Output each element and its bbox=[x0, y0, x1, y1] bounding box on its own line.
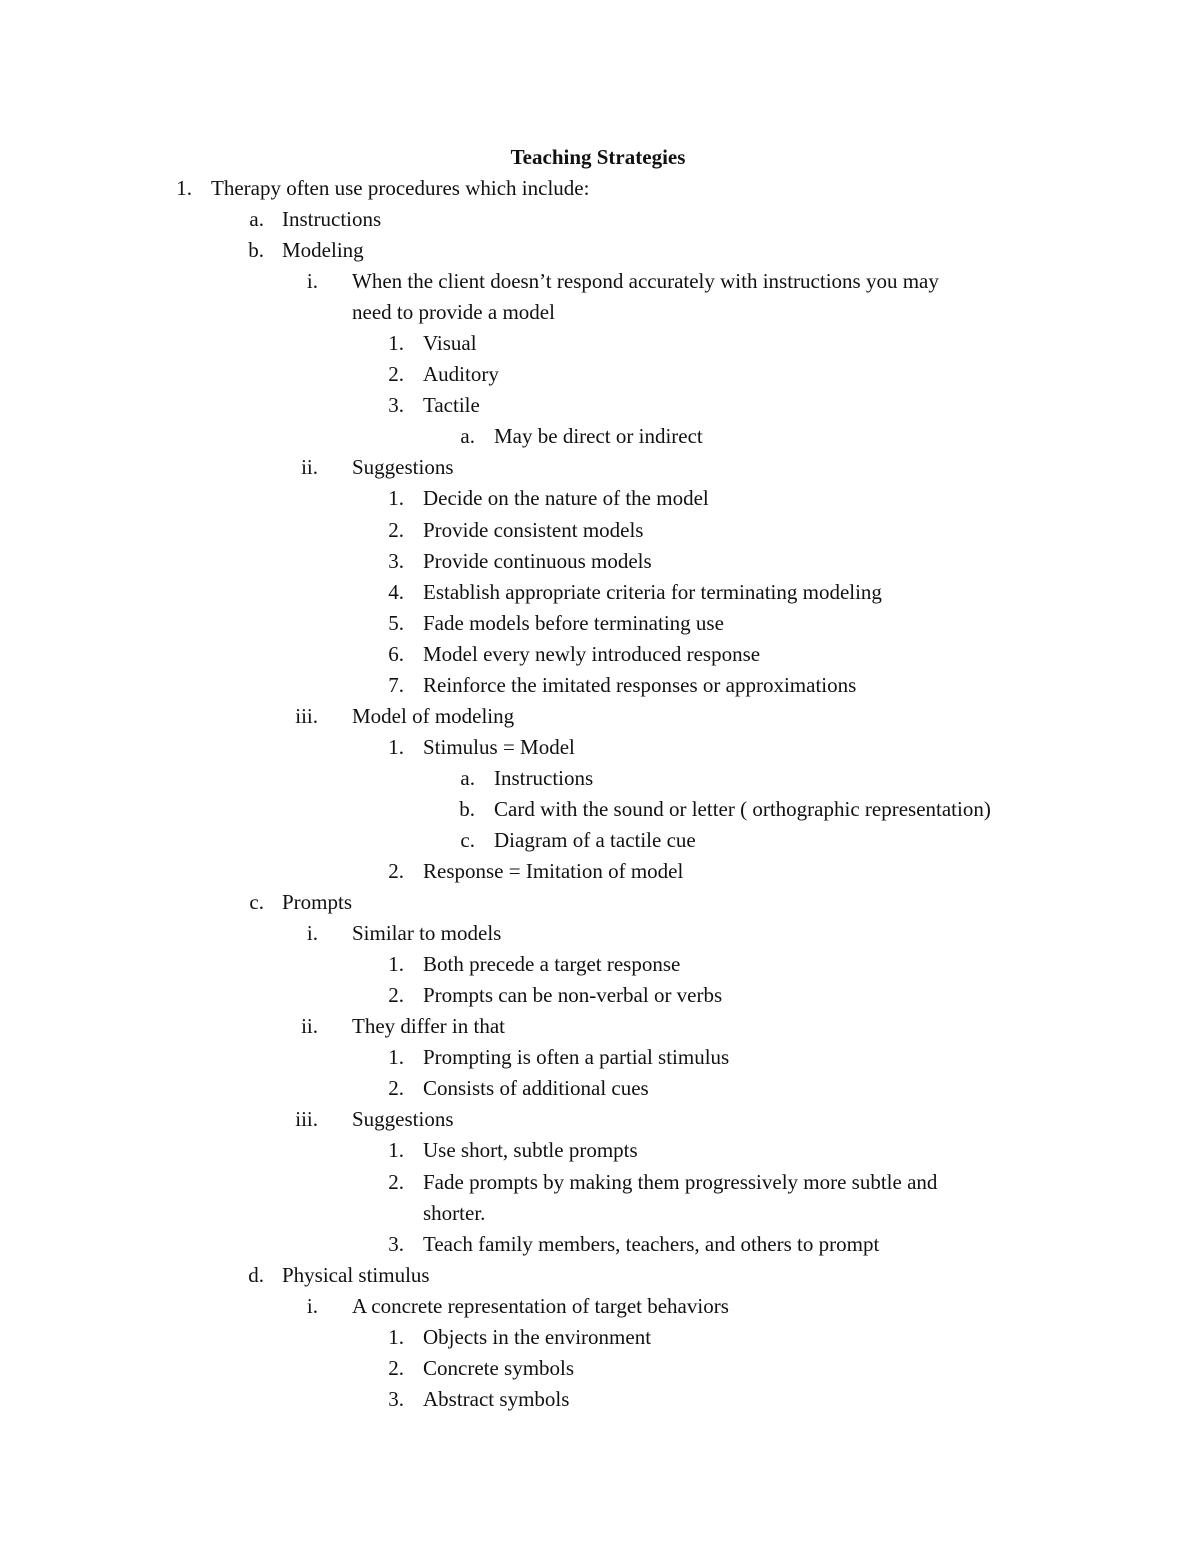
list-item-text: Both precede a target response bbox=[423, 952, 681, 977]
list-item-text: Reinforce the imitated responses or approximations bbox=[423, 672, 857, 697]
list-item-text: Consists of additional cues bbox=[423, 1076, 649, 1101]
list-item bbox=[0, 608, 1200, 639]
list-item bbox=[0, 483, 1200, 514]
list-item-marker: a. bbox=[460, 765, 475, 790]
list-item-text: Tactile bbox=[423, 393, 480, 418]
list-item-marker: 1. bbox=[388, 1138, 404, 1163]
list-item-text: Fade prompts by making them progressively more subtle and bbox=[423, 1169, 938, 1194]
list-item-marker: 1. bbox=[388, 734, 404, 759]
list-item-marker: 3. bbox=[388, 548, 404, 573]
list-item-text: Similar to models bbox=[352, 921, 502, 946]
list-item-marker: iii. bbox=[295, 1107, 318, 1132]
page-title: Teaching Strategies bbox=[510, 145, 686, 169]
list-item bbox=[0, 701, 1200, 732]
list-item-marker: iii. bbox=[295, 703, 318, 728]
list-item bbox=[0, 235, 1200, 266]
list-item bbox=[0, 949, 1200, 980]
list-item-marker: a. bbox=[460, 424, 475, 449]
list-item-text: Establish appropriate criteria for terminating modeling bbox=[423, 579, 882, 604]
list-item-text: Prompting is often a partial stimulus bbox=[423, 1045, 730, 1070]
list-item-text: Suggestions bbox=[352, 1107, 454, 1132]
list-item-text: Teach family members, teachers, and others to prompt bbox=[423, 1231, 880, 1256]
list-item bbox=[0, 1135, 1200, 1166]
list-item-text: Objects in the environment bbox=[423, 1324, 652, 1349]
list-item-text: Modeling bbox=[282, 238, 364, 263]
list-item-text: Fade models before terminating use bbox=[423, 610, 724, 635]
list-item-continuation bbox=[0, 1198, 1200, 1229]
list-item-marker: 2. bbox=[388, 859, 404, 884]
list-item-text: Diagram of a tactile cue bbox=[494, 827, 696, 852]
list-item-text: shorter. bbox=[423, 1200, 486, 1225]
list-item bbox=[0, 390, 1200, 421]
list-item-text: Prompts bbox=[282, 890, 353, 915]
list-item-marker: i. bbox=[306, 1293, 318, 1318]
list-item-text: Model of modeling bbox=[352, 703, 515, 728]
list-item bbox=[0, 1260, 1200, 1291]
list-item bbox=[0, 421, 1200, 452]
list-item bbox=[0, 1353, 1200, 1384]
list-item bbox=[0, 328, 1200, 359]
list-item bbox=[0, 1291, 1200, 1322]
list-item bbox=[0, 856, 1200, 887]
list-item bbox=[0, 515, 1200, 546]
list-item bbox=[0, 204, 1200, 235]
list-item-continuation bbox=[0, 297, 1200, 328]
list-item bbox=[0, 763, 1200, 794]
list-item-marker: 3. bbox=[388, 1231, 404, 1256]
list-item-text: Prompts can be non-verbal or verbs bbox=[423, 983, 723, 1008]
list-item-marker: 2. bbox=[388, 362, 404, 387]
list-item-marker: 2. bbox=[388, 1355, 404, 1380]
list-item bbox=[0, 918, 1200, 949]
list-item bbox=[0, 1229, 1200, 1260]
outline-list bbox=[0, 173, 1200, 1415]
list-item bbox=[0, 1322, 1200, 1353]
list-item bbox=[0, 359, 1200, 390]
list-item-marker: ii. bbox=[301, 455, 318, 480]
list-item-text: Therapy often use procedures which include: bbox=[211, 176, 590, 200]
list-item-text: Visual bbox=[423, 331, 477, 356]
list-item bbox=[0, 452, 1200, 483]
list-item-text: Instructions bbox=[494, 765, 594, 790]
list-item-marker: 1. bbox=[388, 1045, 404, 1070]
list-item-text: Provide consistent models bbox=[423, 517, 644, 542]
list-item-text: Model every newly introduced response bbox=[423, 641, 761, 666]
list-item-text: Suggestions bbox=[352, 455, 454, 480]
list-item bbox=[0, 1384, 1200, 1415]
list-item-marker: 1. bbox=[388, 952, 404, 977]
list-item-text: Provide continuous models bbox=[423, 548, 652, 573]
list-item-marker: b. bbox=[248, 238, 264, 263]
list-item-marker: 1. bbox=[388, 1324, 404, 1349]
list-item-text: When the client doesn’t respond accurately with instructions you may bbox=[352, 269, 939, 294]
list-item-marker: c. bbox=[249, 890, 264, 915]
list-item-marker: 1. bbox=[388, 331, 404, 356]
list-item-marker: 2. bbox=[388, 1169, 404, 1194]
list-item-text: A concrete representation of target behaviors bbox=[352, 1293, 729, 1318]
list-item-marker: 2. bbox=[388, 1076, 404, 1101]
list-item bbox=[0, 794, 1200, 825]
list-item-text: They differ in that bbox=[352, 1014, 505, 1039]
list-item bbox=[0, 1042, 1200, 1073]
list-item-marker: i. bbox=[306, 269, 318, 294]
list-item bbox=[0, 577, 1200, 608]
list-item bbox=[0, 825, 1200, 856]
list-item-text: Abstract symbols bbox=[423, 1386, 570, 1411]
list-item-marker: 3. bbox=[388, 1386, 404, 1411]
list-item-marker: c. bbox=[460, 827, 475, 852]
list-item-text: need to provide a model bbox=[352, 300, 555, 325]
list-item-text: Decide on the nature of the model bbox=[423, 486, 709, 511]
list-item bbox=[0, 173, 1200, 204]
list-item-text: Auditory bbox=[423, 362, 499, 387]
list-item-text: Response = Imitation of model bbox=[423, 859, 684, 884]
list-item-marker: 4. bbox=[388, 579, 404, 604]
list-item bbox=[0, 1011, 1200, 1042]
list-item bbox=[0, 639, 1200, 670]
list-item-marker: d. bbox=[248, 1262, 264, 1287]
list-item bbox=[0, 887, 1200, 918]
list-item bbox=[0, 266, 1200, 297]
list-item-marker: ii. bbox=[301, 1014, 318, 1039]
list-item-marker: 7. bbox=[388, 672, 404, 697]
list-item-marker: 5. bbox=[388, 610, 404, 635]
list-item-marker: b. bbox=[459, 796, 475, 821]
list-item-marker: a. bbox=[249, 207, 264, 232]
list-item-marker: 3. bbox=[388, 393, 404, 418]
list-item-text: Concrete symbols bbox=[423, 1355, 575, 1380]
list-item-marker: 1. bbox=[388, 486, 404, 511]
list-item-text: Card with the sound or letter ( orthographic representation) bbox=[494, 796, 991, 821]
list-item bbox=[0, 732, 1200, 763]
list-item-marker: 2. bbox=[388, 517, 404, 542]
list-item-marker: 1. bbox=[176, 176, 192, 200]
list-item bbox=[0, 1073, 1200, 1104]
list-item-marker: i. bbox=[306, 921, 318, 946]
list-item-text: May be direct or indirect bbox=[494, 424, 703, 449]
list-item bbox=[0, 546, 1200, 577]
list-item bbox=[0, 980, 1200, 1011]
list-item-text: Stimulus = Model bbox=[423, 734, 575, 759]
list-item-text: Use short, subtle prompts bbox=[423, 1138, 638, 1163]
list-item-text: Instructions bbox=[282, 207, 382, 232]
list-item bbox=[0, 1167, 1200, 1198]
list-item-marker: 6. bbox=[388, 641, 404, 666]
list-item-text: Physical stimulus bbox=[282, 1262, 430, 1287]
list-item bbox=[0, 1104, 1200, 1135]
list-item-marker: 2. bbox=[388, 983, 404, 1008]
list-item bbox=[0, 670, 1200, 701]
